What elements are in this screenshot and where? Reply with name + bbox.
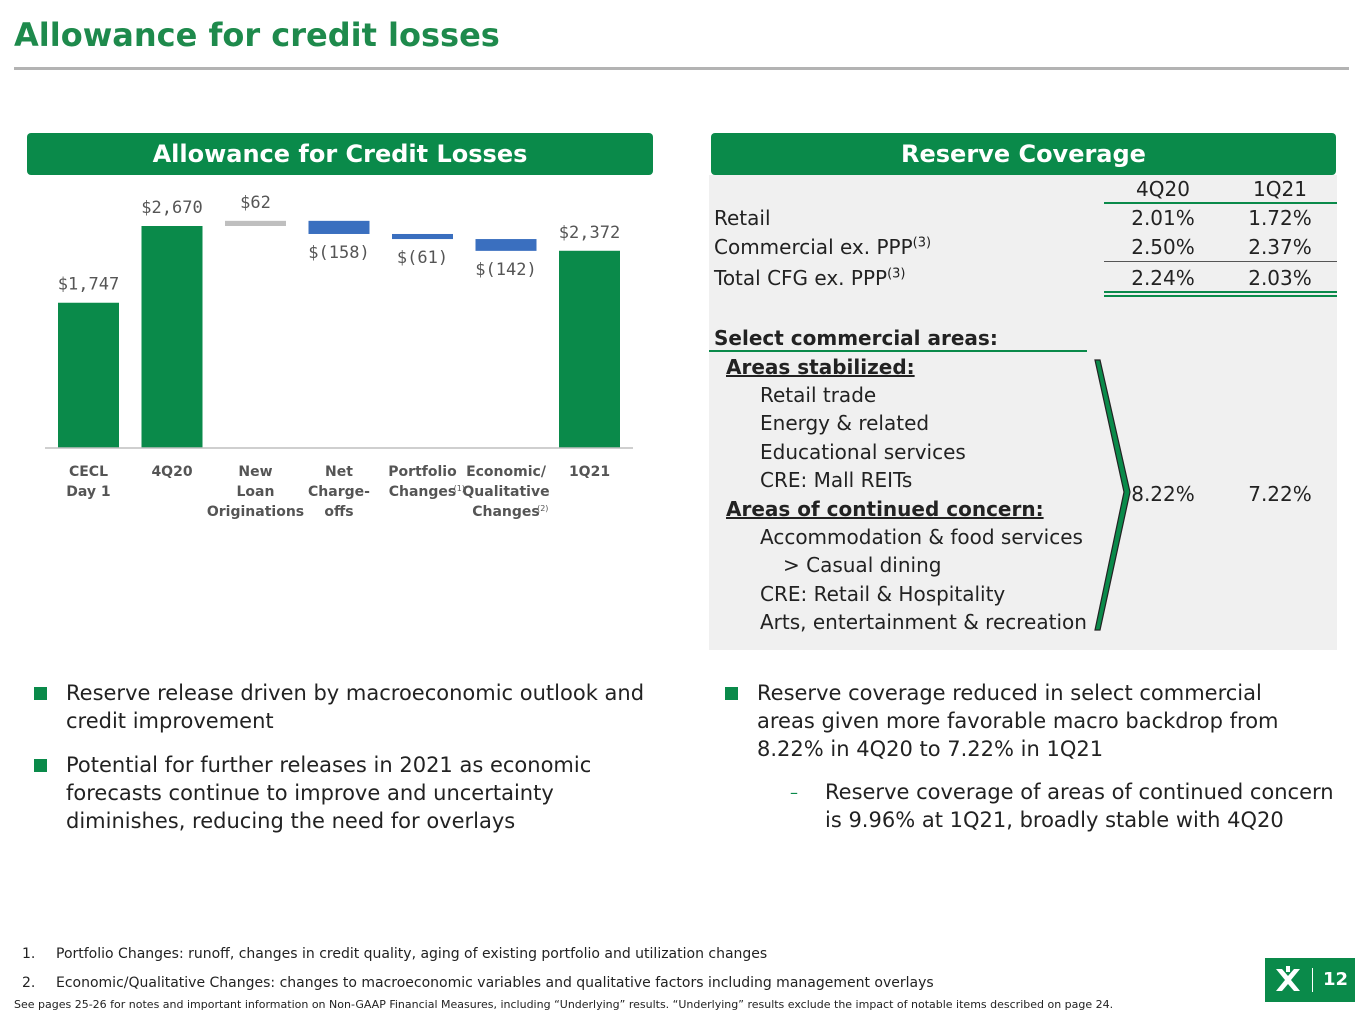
concern-item: CRE: Retail & Hospitality [760,582,1006,606]
stabilized-item: Retail trade [760,383,877,407]
col-header-1q21: 1Q21 [1253,177,1307,201]
stabilized-item: CRE: Mall REITs [760,468,913,492]
commercial-1q21: 2.37% [1248,235,1312,259]
page-number: 12 [1323,969,1349,990]
commercial-footnote-ref: (3) [912,235,932,251]
row-label-total-cfg [714,266,906,290]
chart-category-label: Originations [206,504,305,520]
header-underline [1104,202,1337,204]
chart-category-label: Loan [236,484,275,500]
chart-category-label: 1Q21 [568,464,611,480]
retail-1q21: 1.72% [1248,206,1312,230]
chart-category-label: offs [324,504,354,520]
chart-bar [58,303,119,448]
concern-heading: Areas of continued concern: [726,497,1044,521]
left-bullet-1: Reserve release driven by macroeconomic outlook and credit improvement [66,681,645,733]
col-header-4q20: 4Q20 [1136,177,1190,201]
select-commercial-heading: Select commercial areas: [714,326,998,350]
total-double-rule-1 [1104,291,1337,293]
commercial-label-text: Commercial ex. PPP [714,235,913,259]
bullet-square-icon [725,687,738,700]
citizens-logo-icon [1273,966,1303,994]
subtotal-rule [1104,261,1337,262]
chart-bar [142,226,203,448]
concern-item: Accommodation & food services [760,525,1083,549]
chart-category-label: Charge- [308,484,370,500]
reserve-coverage-panel-header: Reserve Coverage [711,133,1336,175]
concern-item: > Casual dining [783,553,942,577]
chart-value-label: $(61) [396,248,449,269]
retail-4q20: 2.01% [1131,206,1195,230]
allowance-waterfall-chart [28,185,653,530]
title-divider [14,67,1349,70]
chart-footnote-ref: (2) [537,504,549,513]
chart-value-label: $2,372 [558,222,621,243]
bullet-square-icon [34,759,47,772]
stabilized-heading: Areas stabilized: [726,355,915,379]
right-bullet-main: Reserve coverage reduced in select commercial areas given more favorable macro backdrop from 8.22% in 4Q20 to 7.22% in 1Q21 [757,681,1279,761]
chart-category-label: Day 1 [66,484,111,500]
footnote-number: 1. [22,946,36,962]
chart-bar [476,239,537,251]
chart-category-label: Changes [472,504,540,520]
concern-item: Arts, entertainment & recreation [760,610,1087,634]
fine-print: See pages 25-26 for notes and important information on Non-GAAP Financial Measures, including “Underlying” results. “Underlying” results exclude the impact of notable items described on page 24. [14,998,1114,1011]
footnote-text: Economic/Qualitative Changes: changes to macroeconomic variables and qualitative factors including management overlays [56,975,934,991]
page-title: Allowance for credit losses [14,16,500,54]
chart-bar [559,251,620,448]
chart-category-label: Net [325,464,353,480]
chart-category-label: Changes [388,484,457,500]
row-label-retail: Retail [714,206,771,230]
chart-value-label: $(142) [475,259,537,280]
commercial-4q20: 2.50% [1131,235,1195,259]
chart-value-label: $(158) [308,242,370,263]
chart-category-label: Qualitative [462,484,550,500]
chart-category-label: 4Q20 [151,464,193,480]
logo-divider [1312,968,1313,992]
total-cfg-footnote-ref: (3) [887,266,906,282]
chart-bar [225,221,286,226]
chart-value-label: $2,670 [141,198,203,218]
chart-category-label: CECL [68,464,109,480]
chart-footnote-ref: (1) [453,484,465,493]
chart-bar [392,234,453,239]
bullet-square-icon [34,687,47,700]
footnote-text: Portfolio Changes: runoff, changes in credit quality, aging of existing portfolio and utilization changes [56,946,768,962]
stabilized-item: Energy & related [760,411,930,435]
select-areas-1q21: 7.22% [1248,482,1312,506]
right-bullet-sub: Reserve coverage of areas of continued concern is 9.96% at 1Q21, broadly stable with 4Q20 [825,780,1334,832]
left-bullet-2: Potential for further releases in 2021 as economic forecasts continue to improve and uncertainty diminishes, reducing the need for overlays [66,753,592,833]
select-heading-underline [709,350,1087,352]
total-cfg-4q20: 2.24% [1131,266,1195,290]
chart-value-label: $62 [240,192,271,213]
allowance-panel-header: Allowance for Credit Losses [27,133,653,175]
chart-bar [309,221,370,234]
total-cfg-label-text: Total CFG ex. PPP [714,266,888,290]
total-cfg-1q21: 2.03% [1248,266,1312,290]
footnote-number: 2. [22,975,36,991]
dash-marker: – [790,783,798,802]
chart-category-label: Economic/ [466,464,546,480]
total-double-rule-2 [1104,295,1337,297]
stabilized-item: Educational services [760,440,966,464]
row-label-commercial [714,235,931,259]
logo-badge [1265,958,1355,1002]
select-areas-4q20: 8.22% [1131,482,1195,506]
chart-category-label: New [238,464,273,480]
chart-category-label: Portfolio [388,464,457,480]
chart-value-label: $1,747 [57,274,120,295]
